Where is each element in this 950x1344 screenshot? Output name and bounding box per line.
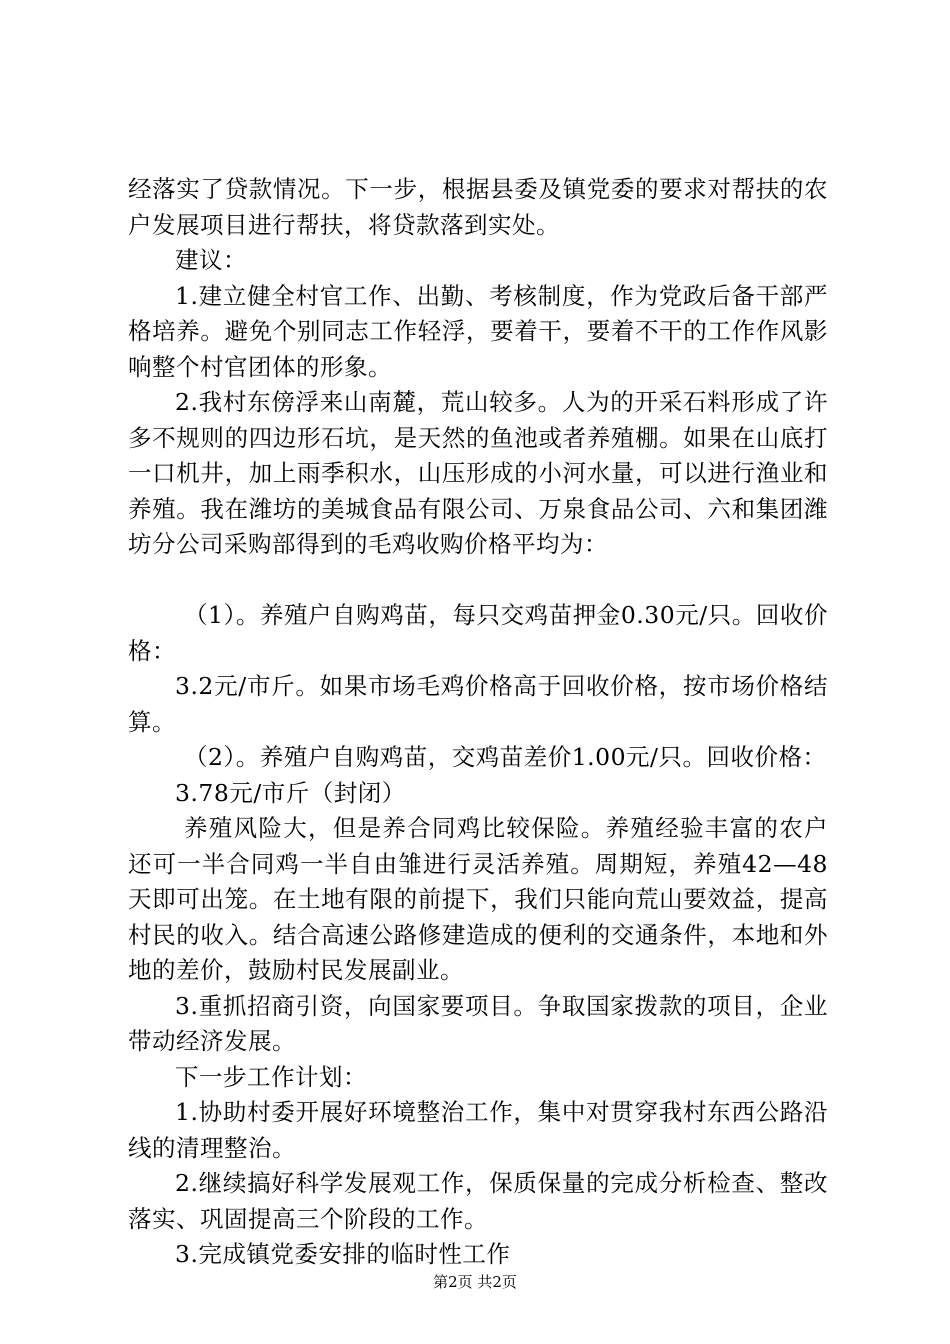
heading-suggestions: 建议： <box>175 246 247 274</box>
paragraph-plan-2: 2.继续搞好科学发展观工作，保质保量的完成分析检查、整改落实、巩固提高三个阶段的工作。 <box>128 1169 828 1233</box>
paragraph-price-option-2: （2）。养殖户自购鸡苗，交鸡苗差价1.00元/只。回收价格： <box>184 743 827 771</box>
paragraph-plan-1: 1.协助村委开展好环境整治工作，集中对贯穿我村东西公路沿线的清理整治。 <box>128 1098 828 1162</box>
paragraph-loan-followup: 经落实了贷款情况。下一步，根据县委及镇党委的要求对帮扶的农户发展项目进行帮扶，将贷款落到实处。 <box>128 175 828 239</box>
paragraph-suggestion-1: 1.建立健全村官工作、出勤、考核制度，作为党政后备干部严格培养。避免个别同志工作轻浮，要着干，要着不干的工作作风影响整个村官团体的形象。 <box>128 281 828 381</box>
page-number-footer: 第2页 共2页 <box>433 1273 517 1291</box>
heading-next-plan: 下一步工作计划： <box>175 1062 367 1091</box>
document-body <box>128 172 828 1273</box>
paragraph-suggestion-3: 3.重抓招商引资，向国家要项目。争取国家拨款的项目，企业带动经济发展。 <box>128 991 828 1055</box>
paragraph-price-option-1-detail: 3.2元/市斤。如果市场毛鸡价格高于回收价格，按市场价格结算。 <box>128 672 828 736</box>
paragraph-plan-3: 3.完成镇党委安排的临时性工作 <box>175 1240 511 1268</box>
paragraph-price-option-2-detail: 3.78元/市斤（封闭） <box>175 778 406 807</box>
blank-line <box>128 563 828 599</box>
paragraph-price-option-1: （1）。养殖户自购鸡苗，每只交鸡苗押金0.30元/只。回收价格： <box>128 601 828 665</box>
paragraph-breeding-risk: 养殖风险大，但是养合同鸡比较保险。养殖经验丰富的农户还可一半合同鸡一半自由雏进行灵活养殖。周期短，养殖42—48天即可出笼。在土地有限的前提下，我们只能向荒山要效益，提高村民的收入。结合高速公路修建造成的便利的交通条件，本地和外地的差价，鼓励村民发展副业。 <box>128 814 828 984</box>
paragraph-suggestion-2: 2.我村东傍浮来山南麓，荒山较多。人为的开采石料形成了许多不规则的四边形石坑，是天然的鱼池或者养殖棚。如果在山底打一口机井，加上雨季积水，山压形成的小河水量，可以进行渔业和养殖。我在潍坊的美城食品有限公司、万泉食品公司、六和集团潍坊分公司采购部得到的毛鸡收购价格平均为： <box>128 388 828 558</box>
